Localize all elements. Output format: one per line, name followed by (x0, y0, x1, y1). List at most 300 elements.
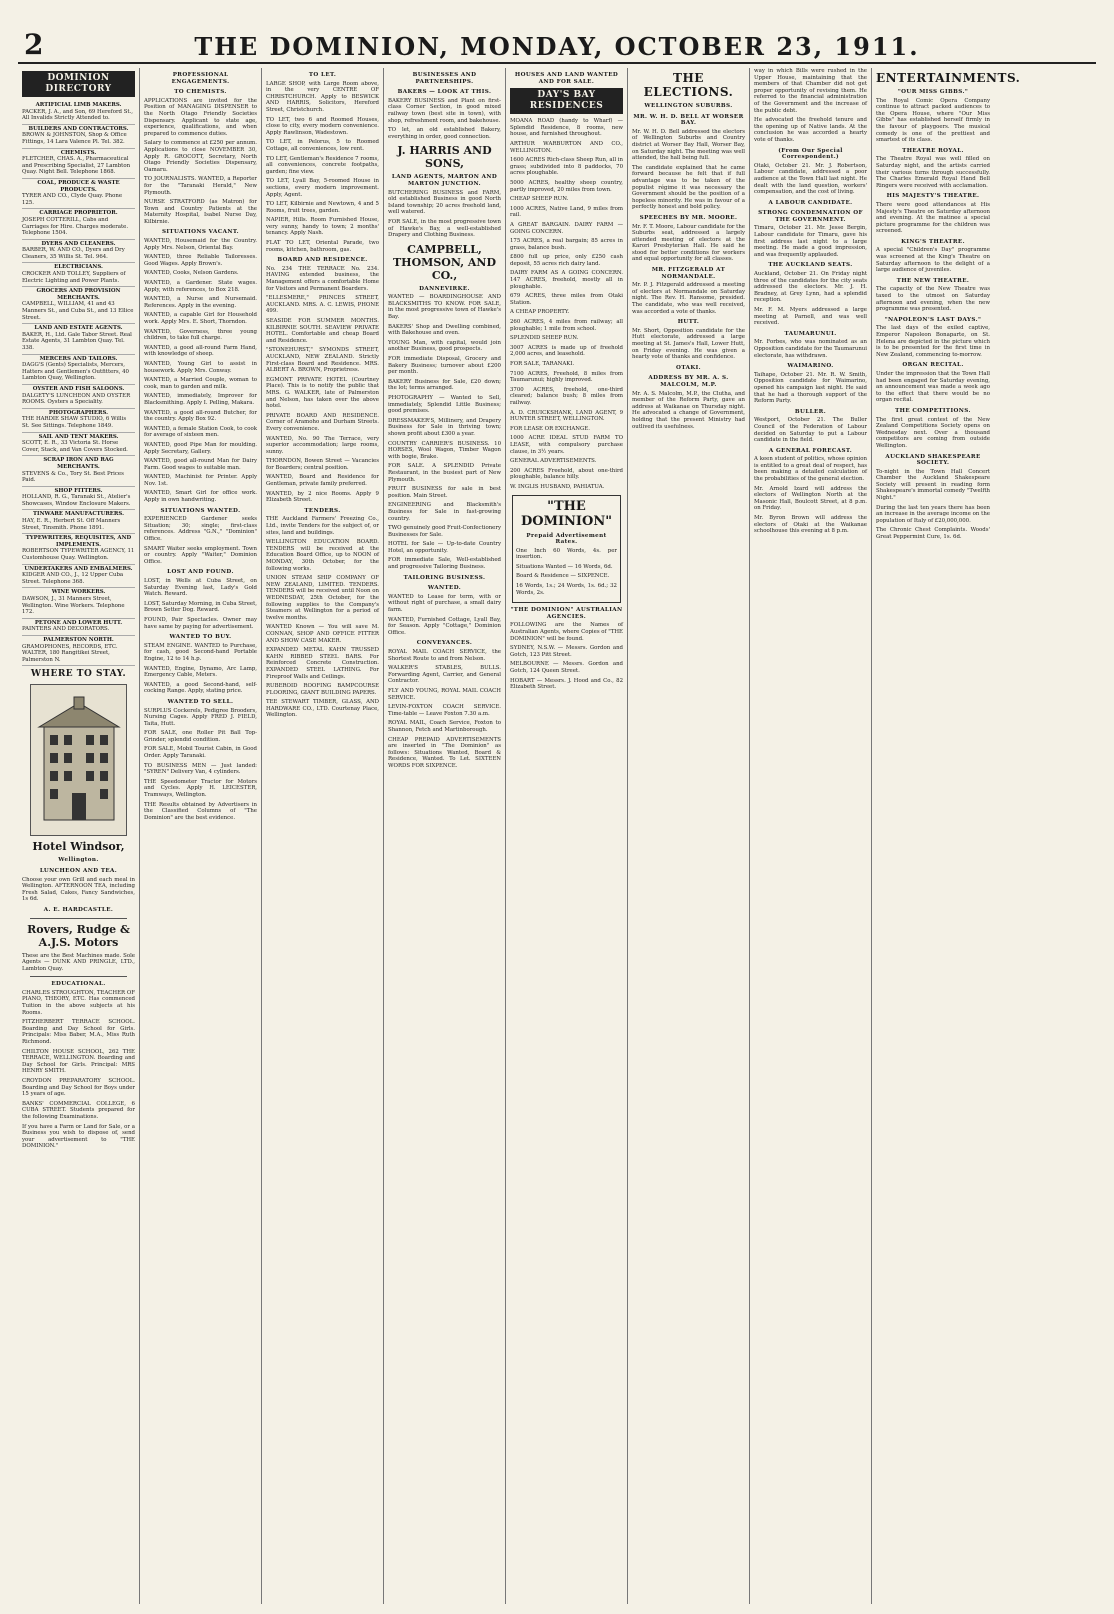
agent-subtitle: DANNEVIRKE. (419, 285, 470, 292)
text-item: TO BUSINESS MEN — Just landed: "SYREN" Delivery Van, 4 cylinders. (144, 762, 257, 776)
items-list (510, 118, 623, 154)
text-item: 16 Words, 1s.; 24 Words, 1s. 6d.; 32 Words, 2s. (516, 583, 617, 596)
section-subheader: THE COMPETITIONS. (895, 407, 971, 414)
items-list (144, 708, 257, 822)
section-subheader: BULLER. (794, 408, 827, 415)
text-item: LOST, in Wells at Cuba Street, on Saturday Evening last, Lady's Gold Watch. Reward. (144, 578, 257, 598)
text-item: WANTED, by 2 nice Rooms. Apply 9 Elizabeth Street. (266, 490, 379, 504)
text-item: LEVIN-FOXTON COACH SERVICE. Time-table — Leave Foxton 7.30 a.m. (388, 704, 501, 717)
items-list (876, 156, 990, 189)
educational-item: CROYDON PREPARATORY SCHOOL. Boarding and Day School for Boys under 15 years of age. (22, 1078, 135, 1098)
text-item: FLY AND YOUNG, ROYAL MAIL COACH SERVICE. (388, 687, 501, 701)
section-subheader: BOARD AND RESIDENCE. (277, 257, 368, 264)
section-subheader: HIS MAJESTY'S THEATRE. (886, 193, 980, 200)
items-list (510, 622, 623, 690)
section-subheader: "OUR MISS GIBBS." (897, 89, 969, 95)
text-item: TO LET, in Pelorus, 5 to Roomed Cottage, all conveniences, low rent. (266, 139, 379, 152)
text-item: 1000 ACRE IDEAL STUD FARM TO LEASE, with compulsory purchase clause, in 3½ years. (510, 435, 623, 455)
directory-entry (22, 209, 135, 239)
section-subheader: CONVEYANCES. (416, 640, 473, 647)
section-subheader: "NAPOLEON'S LAST DAYS." (884, 316, 982, 323)
items-list (266, 266, 379, 504)
items-list (876, 247, 990, 273)
text-item: WANTED, three Reliable Tailoresses. Good Wages. Apply Brown's. (144, 254, 257, 267)
text-item: 200 ACRES Freehold, about one-third ploughable, balance hilly. (510, 467, 623, 481)
text-item: 5000 ACRES, healthy sheep country, partly improved, 20 miles from town. (510, 179, 623, 193)
text-item: Auckland, October 21. On Friday night three of the candidates for the city seats addressed the electors. Mr. J. H. Bradney, at Grey Lynn, had a splendid reception. (754, 271, 867, 304)
column-businesses (384, 68, 506, 1604)
text-item: WANTED, a Gardener. State wages. Apply, with references, to Box 218. (144, 280, 257, 293)
directory-text: KIDGER AND CO., J., 12 Upper Cuba Street. Telephone 368. (22, 572, 124, 585)
directory-category: MERCERS AND TAILORS. (39, 355, 118, 362)
text-item: 1000 ACRES, Native Land, 9 miles from rail. (510, 205, 623, 219)
text-item: A. D. CRUICKSHANK, LAND AGENT, 9 HUNTER STREET, WELLINGTON. (510, 409, 623, 423)
section-subheader: SITUATIONS WANTED. (160, 507, 241, 514)
section-subheader: A LABOUR CANDIDATE. (768, 199, 853, 206)
column-to-let (262, 68, 384, 1604)
entertainments-header: ENTERTAINMENTS. (876, 71, 1021, 85)
section-subheader: TAILORING BUSINESS. (403, 574, 486, 581)
educational-item: BANKS' COMMERCIAL COLLEGE, 6 CUBA STREET. Students prepared for the following Examinations. (22, 1100, 135, 1120)
agent-name: J. HARRIS AND SONS, (397, 144, 492, 171)
items-list (266, 81, 379, 254)
directory-text: FLETCHER, CHAS. A., Pharmaceutical and Prescribing Specialist, 27 Lambton Quay. Night Bell. Telephone 1868. (22, 156, 131, 176)
section-header: TO LET. (308, 72, 337, 78)
text-item: WANTED Known — You will save M. CONNAN, SHOP AND OFFICE FITTER AND SHOW CASE MAKER. (266, 624, 379, 644)
text-item: The Chronic Chest Complaints. Woods' Great Peppermint Cure, 1s. 6d. (876, 527, 990, 541)
items-list (876, 325, 990, 358)
items-list (144, 516, 257, 565)
items-list (388, 98, 501, 141)
text-item: The Theatre Royal was well filled on Saturday night, and the artists carried their various turns through successfully. The Charles Emerald Royal Hand Bell Ringers were received with acclamation. (876, 156, 990, 189)
days-bay-header: DAY'S BAY RESIDENCES (510, 88, 623, 114)
directory-text: CAMPBELL, WILLIAM, 41 and 43 Manners St., and Cuba St., and 13 Ellice Street. (22, 301, 134, 321)
column-entertainments (872, 68, 1021, 1604)
advert-title: "THE DOMINION" (520, 498, 612, 529)
hotel-meals: LUNCHEON AND TEA. (39, 867, 118, 874)
directory-text: DALGETY'S LUNCHEON AND OYSTER ROOMS. Oysters a Speciality. (22, 392, 131, 406)
text-item: WANTED, Smart Girl for office work. Apply in own handwriting. (144, 490, 257, 504)
text-item: Salary to commence at £250 per annum. Applications to close NOVEMBER 30, Apply R. GROCOTT, Secretary, North Otago Friendly Societies Dispensary, Oamaru. (144, 140, 257, 173)
directory-text: DAGG'S (Gents) Specialists, Mercers, Hatters and Gentlemen's Outfitters, 40 Lambton Quay, Wellington. (22, 362, 129, 382)
directory-entry (22, 636, 135, 666)
text-item: "ELLESMERE," PRINCES STREET, AUCKLAND. MRS. A. C. LEWIS, PHONE 499. (266, 295, 379, 315)
page-number: 2 (24, 28, 44, 61)
text-item: THE Auckland Farmers' Freezing Co., Ltd., invite Tenders for the subject of, or sites, land and buildings. (266, 516, 379, 536)
directory-category: TINWARE MANUFACTURERS. (33, 511, 124, 518)
items-list (388, 594, 501, 637)
section-subheader: STRONG CONDEMNATION OF THE GOVERNMENT. (758, 210, 863, 223)
hotel-manager: A. E. HARDCASTLE. (43, 906, 114, 913)
items-list (754, 68, 867, 144)
educational-item: CHARLES STROUGHTON, TEACHER OF PIANO, THEORY, ETC. Has commenced Tuition in the above subjects at his Rooms. (22, 989, 135, 1016)
text-item: FOUND, Pair Spectacles. Owner may have same by paying for advertisement. (144, 616, 257, 630)
section-subheader: WANTED TO BUY. (169, 634, 232, 641)
items-list (876, 371, 990, 404)
section-subheader: MR. W. H. D. BELL AT WORSER BAY. (633, 113, 744, 127)
directory-text: HAY, E. R., Herbert St. Off Manners Street, Tinsmith. Phone 1891. (22, 518, 121, 531)
directory-category: WINE WORKERS. (51, 589, 106, 596)
directory-category: SCRAP IRON AND RAG MERCHANTS. (43, 457, 114, 470)
directory-category: SHOP FITTERS. (54, 487, 103, 494)
text-item: WANTED, No. 90 The Terrace, very superior accommodation; large rooms, sunny. (266, 435, 379, 455)
text-item: TO LET, Kilbirnie and Newtown, 4 and 5 Rooms, fruit trees, garden. (266, 201, 379, 214)
text-item: Mr. Short, Opposition candidate for the Hutt electorate, addressed a large meeting at St. James's Hall, Lower Hutt, on Friday evening. He was given a hearty vote of thanks and confidence. (632, 327, 745, 361)
directory-entry (22, 433, 135, 457)
text-item: Board & Residence — SIXPENCE. (516, 573, 610, 580)
text-item: THE Results obtained by Advertisers in the Classified Columns of "The Dominion" are the best evidence. (144, 801, 257, 821)
text-item: FRUIT BUSINESS for sale in best position. Main Street. (388, 486, 501, 499)
items-list (510, 157, 623, 490)
directory-category: DYERS AND CLEANERS. (41, 240, 116, 247)
text-item: LOST, Saturday Morning, in Cuba Street, Brown Setter Dog. Reward. (144, 600, 257, 614)
text-item: No. 234 THE TERRACE No. 234. HAVING extended business, the Management offers a comfortable Home for Visitors and Permanent Boarders. (266, 265, 379, 292)
masthead (18, 26, 1096, 64)
directory-entry (22, 149, 135, 179)
section-subheader: ADDRESS BY MR. A. S. MALCOLM, M.P. (648, 375, 729, 388)
directory-category: BUILDERS AND CONTRACTORS. (28, 125, 129, 132)
directory-category: GROCERS AND PROVISION MERCHANTS. (36, 288, 121, 301)
section-subheader: MR. FITZGERALD AT NORMANDALE. (651, 267, 726, 280)
text-item: MELBOURNE — Messrs. Gordon and Gotch, 124 Queen Street. (510, 661, 623, 674)
text-item: WANTED, a good all-round Butcher, for the country. Apply Box 92. (144, 409, 257, 423)
directory-category: SAIL AND TENT MAKERS. (38, 433, 119, 440)
text-item: WANTED, a good all-round Farm Hand, with knowledge of sheep. (144, 344, 257, 358)
text-item: WANTED, Board and Residence for Gentleman, private family preferred. (266, 474, 379, 488)
directory-text: JOSEPH COTTERILL, Cabs and Carriages for Hire. Charges moderate. Telephone 1504. (22, 216, 129, 237)
directory-category: PHOTOGRAPHERS. (48, 409, 109, 416)
text-item: STEAM ENGINE. WANTED to Purchase, for cash, good Second-hand Portable Engine, 12 to 14 h.p. (144, 642, 257, 662)
text-item: TO LET, Gentleman's Residence 7 rooms, all conveniences, concrete footpaths, garden; fine view. (266, 155, 379, 175)
text-item: Mr. Byron Brown will address the electors of Otaki at the Waikanae schoolhouse this evening at 8 p.m. (754, 515, 867, 535)
text-item: Mr. F. M. Myers addressed a large meeting at Parnell, and was well received. (754, 307, 867, 327)
text-item: The capacity of the New Theatre was taxed to the utmost on Saturday afternoon and evening, when the new programme was presented. (876, 286, 990, 313)
section-subheader: THEATRE ROYAL. (902, 147, 964, 154)
items-list (876, 417, 990, 450)
educational-item: CHILTON HOUSE SCHOOL, 262 THE TERRACE, WELLINGTON. Boarding and Day School for Girls. Principal: MRS HENRY SMITH. (22, 1048, 135, 1075)
text-item: FOR SALE, one Roller Pit Ball Top-Grinder, splendid condition. (144, 730, 257, 743)
directory-text: TYRER AND CO., Clyde Quay. Phone 125. (22, 193, 123, 206)
directory-entry (22, 101, 135, 125)
items-list (754, 456, 867, 535)
directory-text: GRAMOPHONES, RECORDS, ETC. WALTER, 180 Rangitikei Street, Palmerston N. (22, 643, 118, 663)
text-item: FOR immediate Sale, Well-established and progressive Tailoring Business. (388, 557, 501, 571)
text-item: Mr. Forbes, who was nominated as an Opposition candidate for the Taumarunui electorate, has withdrawn. (754, 339, 867, 359)
directory-text: CROCKER AND TOLLEY, Suppliers of Electric Lighting and Power Plants. (22, 271, 126, 284)
text-item: WANTED, immediately, Improver for Blacksmithing. Apply I. Pelling, Makara. (144, 393, 257, 406)
items-list (144, 98, 257, 226)
text-item: W. INGLIS HUSBAND, PAHIATUA. (510, 483, 605, 490)
text-item: FOR LEASE OR EXCHANGE. (510, 425, 590, 432)
items-list (144, 578, 257, 630)
text-item: Mr. P. J. Fitzgerald addressed a meeting of electors at Normandale on Saturday night. The Rev. H. Ransome, presided. The candidate, who was well received, was accorded a vote of thanks. (632, 282, 745, 315)
section-subheader: THE AUCKLAND SEATS. (768, 262, 853, 269)
text-item: 1600 ACRES Rich-class Sheep Run, all in grass; subdivided into 8 paddocks, 70 acres ploughable. (510, 157, 623, 177)
text-item: FOR SALE, in the most progressive town of Hawke's Bay, a well-established Drapery and Clothing Business. (388, 218, 501, 239)
text-item: During the last ten years there has been an increase in the average income on the population of Italy of £20,000,000. (876, 504, 990, 524)
text-item: TO let, an old established Bakery, everything in order, good connection. (388, 127, 501, 140)
items-list (144, 238, 257, 504)
directory-entry (22, 619, 135, 636)
text-item: 3007 ACRES is made up of freehold 2,000 acres, and leasehold. (510, 344, 623, 358)
elections-header: THE ELECTIONS. (643, 71, 734, 99)
items-list (754, 372, 867, 405)
text-item: EGMONT PRIVATE HOTEL (Courtney Place). This is to notify the public that MRS. G. WALKER, late of Palmerston and Nelson, has taken over the above hotel. (266, 376, 379, 410)
text-item: FOR SALE. A SPLENDID Private Restaurant, in the busiest part of New Plymouth. (388, 463, 501, 483)
text-item: 3700 ACRES, freehold, one-third cleared; balance bush; 8 miles from railway. (510, 386, 623, 406)
items-list (876, 202, 990, 235)
text-item: The last days of the exiled captive, Emperor Napoleon Bonaparte, on St. Helena are depicted in the picture which is to be presented for the first time in New Zealand, commencing to-morrow. (876, 325, 990, 358)
text-item: SYDNEY, N.S.W. — Messrs. Gordon and Gotch, 123 Pitt Street. (510, 645, 623, 658)
directory-list (22, 101, 135, 666)
items-list (754, 271, 867, 327)
text-item: CHEAP PREPAID ADVERTISEMENTS are inserted in "The Dominion" as follows: Situations Wanted, Board & Residence, Wanted. To Let. SIXTEEN WORDS FOR SIXPENCE. (388, 736, 501, 769)
text-item: COUNTRY CARRIER'S BUSINESS. 10 HORSES, Wool Wagon, Timber Wagon with bogie, Brake. (388, 440, 501, 460)
hotel-name: Hotel Windsor, (32, 840, 125, 854)
directory-entry (22, 324, 135, 354)
text-item: A GREAT BARGAIN. DAIRY FARM — GOING CONCERN. (510, 221, 623, 235)
directory-entry (22, 263, 135, 287)
directory-category: PALMERSTON NORTH. (43, 636, 114, 643)
text-item: WANTED to Lease for term, with or without right of purchase, a small dairy farm. (388, 593, 501, 614)
directory-text: ROBERTSON TYPEWRITER AGENCY, 11 Customhouse Quay. Wellington. (22, 548, 135, 562)
text-item: WANTED, a capable Girl for Household work. Apply Mrs. E. Short, Thorndon. (144, 312, 257, 325)
text-item: The first great contest of the New Zealand Competitions Society opens on Wednesday next. Over a thousand competitors are coming from outside Wellington. (876, 416, 990, 449)
items-list (388, 190, 501, 239)
directory-category: PETONE AND LOWER HUTT. (34, 619, 123, 626)
text-item: TWO genuinely good Fruit-Confectionery Businesses for Sale. (388, 525, 501, 538)
text-item: WANTED, Housemaid for the Country. Apply Mrs. Nelson, Oriental Bay. (144, 238, 257, 251)
text-item: SMART Waiter seeks employment. Town or country. Apply "Waiter," Dominion Office. (144, 545, 257, 565)
text-item: WANTED — BOARDINGHOUSE AND BLACKSMITHS TO KNOW. FOR SALE, in the most progressive town of Hawke's Bay. (388, 294, 501, 321)
section-header: HOUSES AND LAND WANTED AND FOR SALE. (514, 72, 619, 85)
directory-entry (22, 287, 135, 324)
text-item: PRIVATE BOARD AND RESIDENCE. Corner of Aramoho and Durham Streets. Every convenience. (266, 412, 379, 432)
directory-text: SCOTT, E. R., 33 Victoria St. Horse Cover, Stack, and Van Covers Stocked. (22, 440, 128, 453)
directory-entry (22, 588, 135, 618)
columns (18, 68, 1102, 1604)
text-item: WALKER'S STABLES, BULLS. Forwarding Agent, Carrier, and General Contractor. (388, 665, 501, 685)
text-item: A special "Children's Day" programme was screened at the King's Theatre on Saturday afternoon to the delight of a large audience of juveniles. (876, 247, 990, 274)
section-subheader: TAUMARUNUI. (784, 330, 837, 337)
section-subheader: WELLINGTON SUBURBS. (644, 103, 733, 109)
text-item: WANTED, Engine, Dynamo, Arc Lamp, Emergency Cable, Meters. (144, 665, 257, 679)
text-item: THORNDON, Bowen Street — Vacancies for Boarders; central position. (266, 458, 379, 471)
items-list (876, 469, 990, 541)
section-header: PROFESSIONAL ENGAGEMENTS. (171, 72, 230, 85)
text-item: GENERAL ADVERTISEMENTS. (510, 458, 597, 465)
text-item: TEE STEWART TIMBER, GLASS, AND HARDWARE CO., LTD. Courtenay Place, Wellington. (266, 699, 379, 719)
text-item: ROYAL MAIL, Coach Service, Foxton to Shannon, Fetch and Martinborough. (388, 720, 501, 733)
text-item: DAIRY FARM AS A GOING CONCERN. 147 ACRES, freehold, mostly all in ploughable. (510, 270, 623, 290)
advert-subtitle: Prepaid Advertisement Rates. (526, 532, 607, 546)
directory-text: DAWSON, J., 31 Manners Street, Wellington. Wine Workers. Telephone 172. (22, 596, 125, 616)
text-item: ENGINEERING and Blacksmith's Business for Sale in fast-growing country. (388, 502, 501, 522)
text-item: Mr. Arnold Izard will address the electors of Wellington North at the Masonic Hall, Boulcott Street, at 8 p.m. on Friday. (754, 485, 867, 512)
divider (30, 918, 127, 919)
text-item: Under the impression that the Town Hall had been engaged for Saturday evening, an announcement was made a week ago to the effect that there would be no organ recital. (876, 370, 990, 404)
text-item: way in which Bills were rushed in the Upper House, maintaining that the members of that Chamber did not get proper opportunity of revising them. He referred to the financial administration of the Government and the increase of the public debt. (754, 68, 867, 114)
text-item: HOBART — Messrs. J. Hood and Co., 82 Elizabeth Street. (510, 677, 623, 691)
text-item: THE Speedometer Tractor for Motors and Cycles. Apply H. LEICESTER, Tramways, Wellington. (144, 778, 257, 799)
text-item: Westport, October 21. The Buller Council of the Federation of Labour decided on Saturday to put a Labour candidate in the field. (754, 417, 867, 444)
directory-entry (22, 565, 135, 589)
text-item: WANTED, Furnished Cottage, Lyall Bay, for Season. Apply "Cottage," Dominion Office. (388, 616, 501, 636)
section-subheader: SITUATIONS VACANT. (161, 229, 240, 236)
items-list (876, 98, 990, 144)
directory-text: THE HARDIE SHAW STUDIO, 6 Willis St. See Sittings. Telephone 1849. (22, 416, 127, 429)
items-list (754, 339, 867, 359)
agent-subtitle: LAND AGENTS, MARTON AND MARTON JUNCTION. (391, 174, 498, 187)
items-list (266, 516, 379, 719)
text-item: Situations Wanted — 16 Words, 6d. (516, 563, 613, 570)
text-item: The candidate explained that he came forward because he felt that if full advantage was to be taken of the populist régime it was necessary the Government should be the position of a hopeless minority. He was in favour of a perfectly honest and bold policy. (632, 164, 745, 211)
footer-note: If you have a Farm or Land for Sale, or a Business you wish to dispose of, send your advertisement to "THE DOMINION." (22, 1123, 135, 1150)
section-subheader: BAKERS — LOOK AT THIS. (397, 89, 492, 96)
text-item: ROYAL MAIL COACH SERVICE, the Shortest Route to and from Nelson. (388, 649, 501, 662)
items-list (876, 286, 990, 312)
text-item: WANTED, Young Girl to assist in housework. Apply Mrs. Conway. (144, 360, 257, 374)
text-item: EXPERIENCED Gardener seeks Situation; 30; single; first-class references. Address "G.N.," "Dominion" Office. (144, 516, 257, 543)
directory-category: CHEMISTS. (60, 149, 97, 156)
text-item: "STONEHURST," SYMONDS STREET, AUCKLAND, NEW ZEALAND. Strictly First-class Board and Residence. MRS. ALBERT A. BROWN, Proprietress. (266, 347, 379, 374)
hotel-text: Choose your own Grill and each meal in Wellington. AFTERNOON TEA, including Fresh Salad, Cakes, Fancy Sandwiches, 1s 6d. (22, 876, 135, 903)
directory-text: BROWN & JOHNSTON, Shop & Office Fittings, 14 Lara Valence Pl. Tel. 382. (22, 132, 127, 145)
directory-entry (22, 510, 135, 534)
educational-item: FITZHERBERT TERRACE SCHOOL. Boarding and Day School for Girls. Principals: Miss Baber, M.A., Miss Ruth Richmond. (22, 1019, 135, 1046)
section-subheader: WAIMARINO. (787, 363, 834, 370)
text-item: PHOTOGRAPHY — Wanted to Sell, immediately, Splendid Little Business; good premises. (388, 395, 501, 415)
text-item: WANTED, Cooks, Nelson Gardens. (144, 270, 239, 277)
directory-entry (22, 355, 135, 385)
agencies-header: "THE DOMINION" AUSTRALIAN AGENCIES. (510, 607, 623, 620)
text-item: 260 ACRES, 4 miles from railway; all ploughable; 1 mile from school. (510, 319, 623, 332)
directory-entry (22, 385, 135, 409)
text-item: He advocated the freehold tenure and the opening up of Native lands. At the conclusion he was accorded a hearty vote of thanks. (754, 117, 867, 143)
directory-category: UNDERTAKERS AND EMBALMERS. (24, 565, 133, 572)
text-item: TO JOURNALISTS. WANTED, a Reporter for the "Taranaki Herald," New Plymouth. (144, 176, 257, 196)
text-item: TO LET, two 6 and Roomed Houses, close to city, every modern convenience. Apply Rawlinson, Wadestown. (266, 116, 379, 136)
text-item: 175 ACRES, a real bargain; 85 acres in grass, balance bush. (510, 238, 623, 251)
text-item: Mr. W. H. D. Bell addressed the electors of Wellington Suburbs and Country district at Worser Bay Hall, Worser Bay, on Saturday night. The meeting was well attended, the hall being full. (632, 128, 745, 162)
text-item: NURSE STRATFORD (as Matron) for Town and Country Patients at the Maternity Hospital, Isabel Nurse Day, Kilbirnie. (144, 199, 257, 225)
directory-entry (22, 125, 135, 149)
text-item: BAKERY Business for Sale, £20 down; the lot; terms arranged. (388, 378, 501, 392)
section-subheader: SPEECHES BY MR. MOORE. (639, 214, 738, 221)
section-subheader: OTAKI. (676, 364, 701, 371)
items-list (754, 163, 867, 196)
newspaper-title: THE DOMINION, MONDAY, OCTOBER 23, 1911. (194, 32, 920, 61)
section-header: BUSINESSES AND PARTNERSHIPS. (412, 72, 477, 85)
text-item: £800 full up price, only £250 cash deposit, 55 acres rich dairy land. (510, 254, 623, 267)
prepaid-rates-advert (512, 495, 621, 604)
items-list (754, 417, 867, 443)
divider (30, 976, 127, 977)
items-list (754, 225, 867, 258)
section-subheader: (From Our Special Correspondent.) (778, 147, 843, 161)
text-item: 7100 ACRES, Freehold, 8 miles from Taumarunui; highly improved. (510, 370, 623, 384)
items-list (144, 643, 257, 695)
text-item: YOUNG Man, with capital, would join another Business, good prospects. (388, 339, 501, 353)
text-item: To-night in the Town Hall Concert Chamber the Auckland Shakespeare Society will present in reading form Shakespeare's immortal comedy "Twelfth Night." (876, 468, 990, 502)
directory-category: COAL, PRODUCE & WASTE PRODUCTS. (37, 179, 120, 193)
hotel-illustration (30, 684, 127, 836)
directory-text: PACKER, J. A., and Son, 69 Hereford St., All Invalids Strictly Attended to. (22, 108, 133, 122)
section-subheader: AUCKLAND SHAKESPEARE SOCIETY. (885, 453, 981, 467)
directory-entry (22, 240, 135, 264)
text-item: LARGE SHOP, with Large Room above, in the very CENTRE OF CHRISTCHURCH. Apply to BESWICK AND HARRIS, Solicitors, Hereford Street, Christchurch. (266, 80, 379, 113)
section-subheader: LOST AND FOUND. (167, 569, 234, 576)
text-item: BUTCHERING BUSINESS and FARM, old established Business in good North Island township; 20 acres freehold land, well watered. (388, 189, 501, 216)
section-subheader: THE NEW THEATRE. (896, 277, 970, 284)
text-item: A CHEAP PROPERTY. (510, 309, 570, 316)
text-item: 679 ACRES, three miles from Otaki Station. (510, 293, 623, 306)
text-item: CHEAP SHEEP RUN. (510, 196, 569, 203)
text-item: WANTED, a Married Couple, woman to cook, man to garden and milk. (144, 377, 257, 390)
directory-entry (22, 179, 135, 209)
text-item: HOTEL for Sale — Up-to-date Country Hotel, an opportunity. (388, 541, 501, 554)
items-list (632, 224, 745, 264)
directory-text: BARBER, W. AND CO., Dyers and Dry Cleaners, 35 Willis St. Tel. 964. (22, 247, 125, 260)
hotel-building-icon (34, 695, 124, 825)
section-subheader: A GENERAL FORECAST. (768, 447, 853, 454)
directory-text: BAKER, H., Ltd. Gale Tabor Street. Real Estate Agents, 31 Lambton Quay. Tel. 338. (22, 331, 132, 351)
text-item: SPLENDID SHEEP RUN. (510, 335, 579, 342)
text-item: EXPANDED METAL KAHN TRUSSED KAHN RIBBED STEEL BARS. For Reinforced Concrete Construction. EXPANDED STEEL LATHING. For Fireproof Walls and Ceilings. (266, 647, 379, 680)
section-subheader: ORGAN RECITAL. (902, 362, 964, 369)
text-item: DRESSMAKER'S, Millinery, and Drapery Business for Sale in thriving town; shown profit about £300 a year. (388, 417, 501, 437)
text-item: WANTED, a Nurse and Nursemaid. References. Apply in the evening. (144, 296, 257, 309)
text-item: ARTHUR WARBURTON AND CO., WELLINGTON. (510, 140, 623, 154)
text-item: FOLLOWING are the Names of Australian Agents, where Copies of "THE DOMINION" will be found. (510, 622, 623, 642)
text-item: WANTED, a female Station Cook, to cook for average of sixteen men. (144, 425, 257, 439)
text-item: SEASIDE FOR SUMMER MONTHS. KILBIRNIE SOUTH. SEAVIEW PRIVATE HOTEL. Comfortable and cheap Board and Residence. (266, 318, 379, 344)
text-item: Timaru, October 21. Mr. Jesse Bergin, Labour candidate for Timaru, gave his first address last night to a large meeting. He made a good impression, and was frequently applauded. (754, 225, 867, 258)
directory-category: OYSTER AND FISH SALOONS. (32, 385, 125, 392)
text-item: FOR SALE, Mobil Tourist Cabin, in Good Order. Apply Taranaki. (144, 746, 257, 760)
directory-category: ELECTRICIANS. (54, 264, 103, 271)
directory-category: TYPEWRITERS, REQUISITES, AND IMPLEMENTS. (25, 535, 132, 548)
items-list (388, 294, 501, 570)
rovers-advert-text: These are the Best Machines made. Sole Agents — DUNK AND PRINGLE, LTD., Lambton Quay. (22, 952, 135, 972)
text-item: Taihape, October 21. Mr. R. W. Smith, Opposition candidate for Waimarino, opened his campaign last night. He said that he had a thorough support of the Reform Party. (754, 371, 867, 405)
text-item: Mr. A. S. Malcolm, M.P., the Clutha, and member of the Reform Party, gave an address at Waikanae on Thursday night. He advocated a change of Government, holding that the present Ministry had outlived its usefulness. (632, 390, 745, 430)
text-item: The Royal Comic Opera Company continue to attract packed audiences to the Opera House, where "Our Miss Gibbs" has established herself firmly in the favour of playgoers. The musical comedy is one of the prettiest and smartest of its class. (876, 97, 990, 144)
text-item: A keen student of politics, whose opinion is entitled to a great deal of respect, has been making a detailed calculation of the probabilities of the general election. (754, 456, 867, 483)
text-item: There were good attendances at His Majesty's Theatre on Saturday afternoon and evening. At the matinee a special picture programme for the children was screened. (876, 201, 990, 235)
section-subheader: TO CHEMISTS. (174, 89, 227, 96)
text-item: TO LET, Lyall Bay, 5-roomed House in sections, every modern improvement. Apply, Agent. (266, 178, 379, 198)
text-item: WANTED, good Pipe Man for moulding. Apply Secretary, Gallery. (144, 441, 257, 455)
text-item: Mr. F. T. Moore, Labour candidate for the Suburbs seat, addressed a largely attended meeting of electors at the Karori Presbyterian Hall. He said he stood for better conditions for workers and equal opportunity for all classes. (632, 223, 745, 263)
educational-header: EDUCATIONAL. (51, 981, 106, 988)
text-item: WANTED, good all-round Man for Dairy Farm. Good wages to suitable man. (144, 458, 257, 471)
text-item: FOR SALE, TARANAKI. (510, 361, 575, 367)
text-item: WELLINGTON EDUCATION BOARD. TENDERS will be received at the Education Board Office, up to NOON of MONDAY, 30th October, for the following works. (266, 539, 379, 572)
text-item: MOANA ROAD (handy to Wharf) — Splendid Residence, 8 rooms, new house, and furnished throughout. (510, 118, 623, 138)
section-subheader: TENDERS. (304, 507, 341, 514)
text-item: WANTED, Machinist for Printer. Apply Nov. 1st. (144, 474, 257, 487)
column-elections (628, 68, 750, 1604)
text-item: WANTED, Governess, three young children, to take full charge. (144, 328, 257, 342)
column-houses-land (506, 68, 628, 1604)
text-item: BAKERY BUSINESS and Plant on first-class Corner Section, in good mixed railway town (best site in town), with shop, refreshment room, and bakehouse. (388, 97, 501, 124)
items-list (632, 129, 745, 211)
section-subheader: WANTED TO SELL. (167, 698, 234, 705)
hotel-city: Wellington. (58, 857, 99, 864)
text-item: APPLICATIONS are invited for the Position of MANAGING DISPENSER to the North Otago Friendly Societies Dispensary. Applicant to state age, experience, qualifications, and when prepared to commence duties. (144, 97, 257, 137)
text-item: FOR immediate Disposal, Grocery and Bakery Business; turnover about £200 per month. (388, 356, 501, 376)
